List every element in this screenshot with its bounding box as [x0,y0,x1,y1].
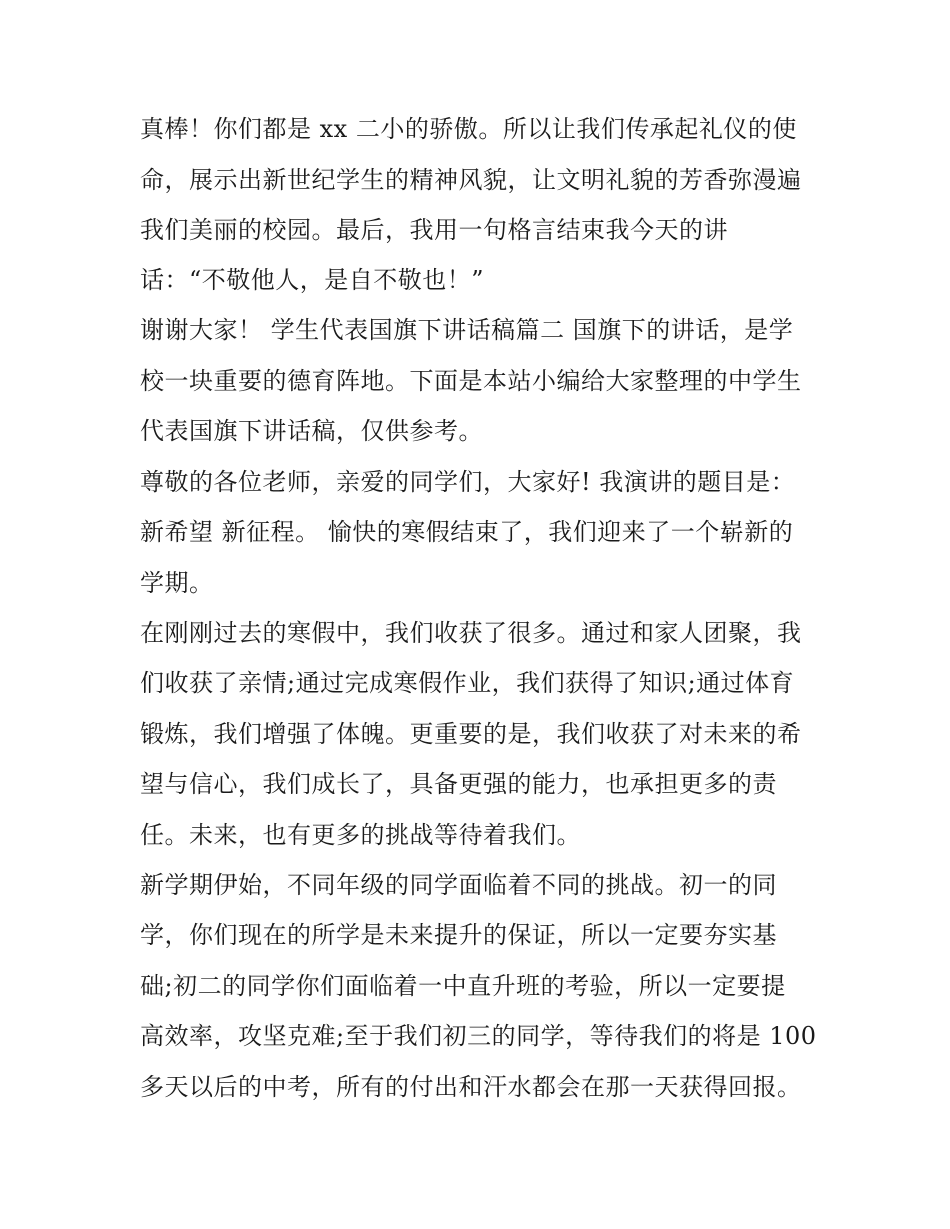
text-line: 话：“不敬他人，是自不敬也！” [140,266,485,294]
text-line: 代表国旗下讲话稿，仅供参考。 [140,417,483,445]
text-line: 学期。 [140,569,214,597]
text-line: 学，你们现在的所学是未来提升的保证，所以一定要夯实基 [140,921,777,949]
text-line: 任。未来，也有更多的挑战等待着我们。 [140,821,581,849]
text-line: 真棒！你们都是 xx 二小的骄傲。所以让我们传承起礼仪的使 [140,115,797,143]
text-line: 校一块重要的德育阵地。下面是本站小编给大家整理的中学生 [140,367,802,395]
text-line: 新学期伊始，不同年级的同学面临着不同的挑战。初一的同 [140,871,777,899]
text-line: 础;初二的同学你们面临着一中直升班的考验，所以一定要提 [140,972,786,1000]
text-line: 锻炼，我们增强了体魄。更重要的是，我们收获了对未来的希 [140,720,802,748]
text-line: 多天以后的中考，所有的付出和汗水都会在那一天获得回报。 [140,1073,802,1101]
text-line: 谢谢大家！ 学生代表国旗下讲话稿篇二 国旗下的讲话，是学 [140,316,794,344]
text-line: 在刚刚过去的寒假中，我们收获了很多。通过和家人团聚，我 [140,619,802,647]
text-line: 我们美丽的校园。最后，我用一句格言结束我今天的讲 [140,216,728,244]
text-line: 高效率，攻坚克难;至于我们初三的同学，等待我们的将是 100 [140,1022,817,1050]
text-line: 新希望 新征程。 愉快的寒假结束了，我们迎来了一个崭新的 [140,518,794,546]
text-line: 望与信心，我们成长了，具备更强的能力，也承担更多的责 [140,770,777,798]
text-line: 尊敬的各位老师，亲爱的同学们，大家好! 我演讲的题目是： [140,468,796,496]
text-line: 命，展示出新世纪学生的精神风貌，让文明礼貌的芳香弥漫遍 [140,166,802,194]
text-line: 们收获了亲情;通过完成寒假作业，我们获得了知识;通过体育 [140,669,795,697]
